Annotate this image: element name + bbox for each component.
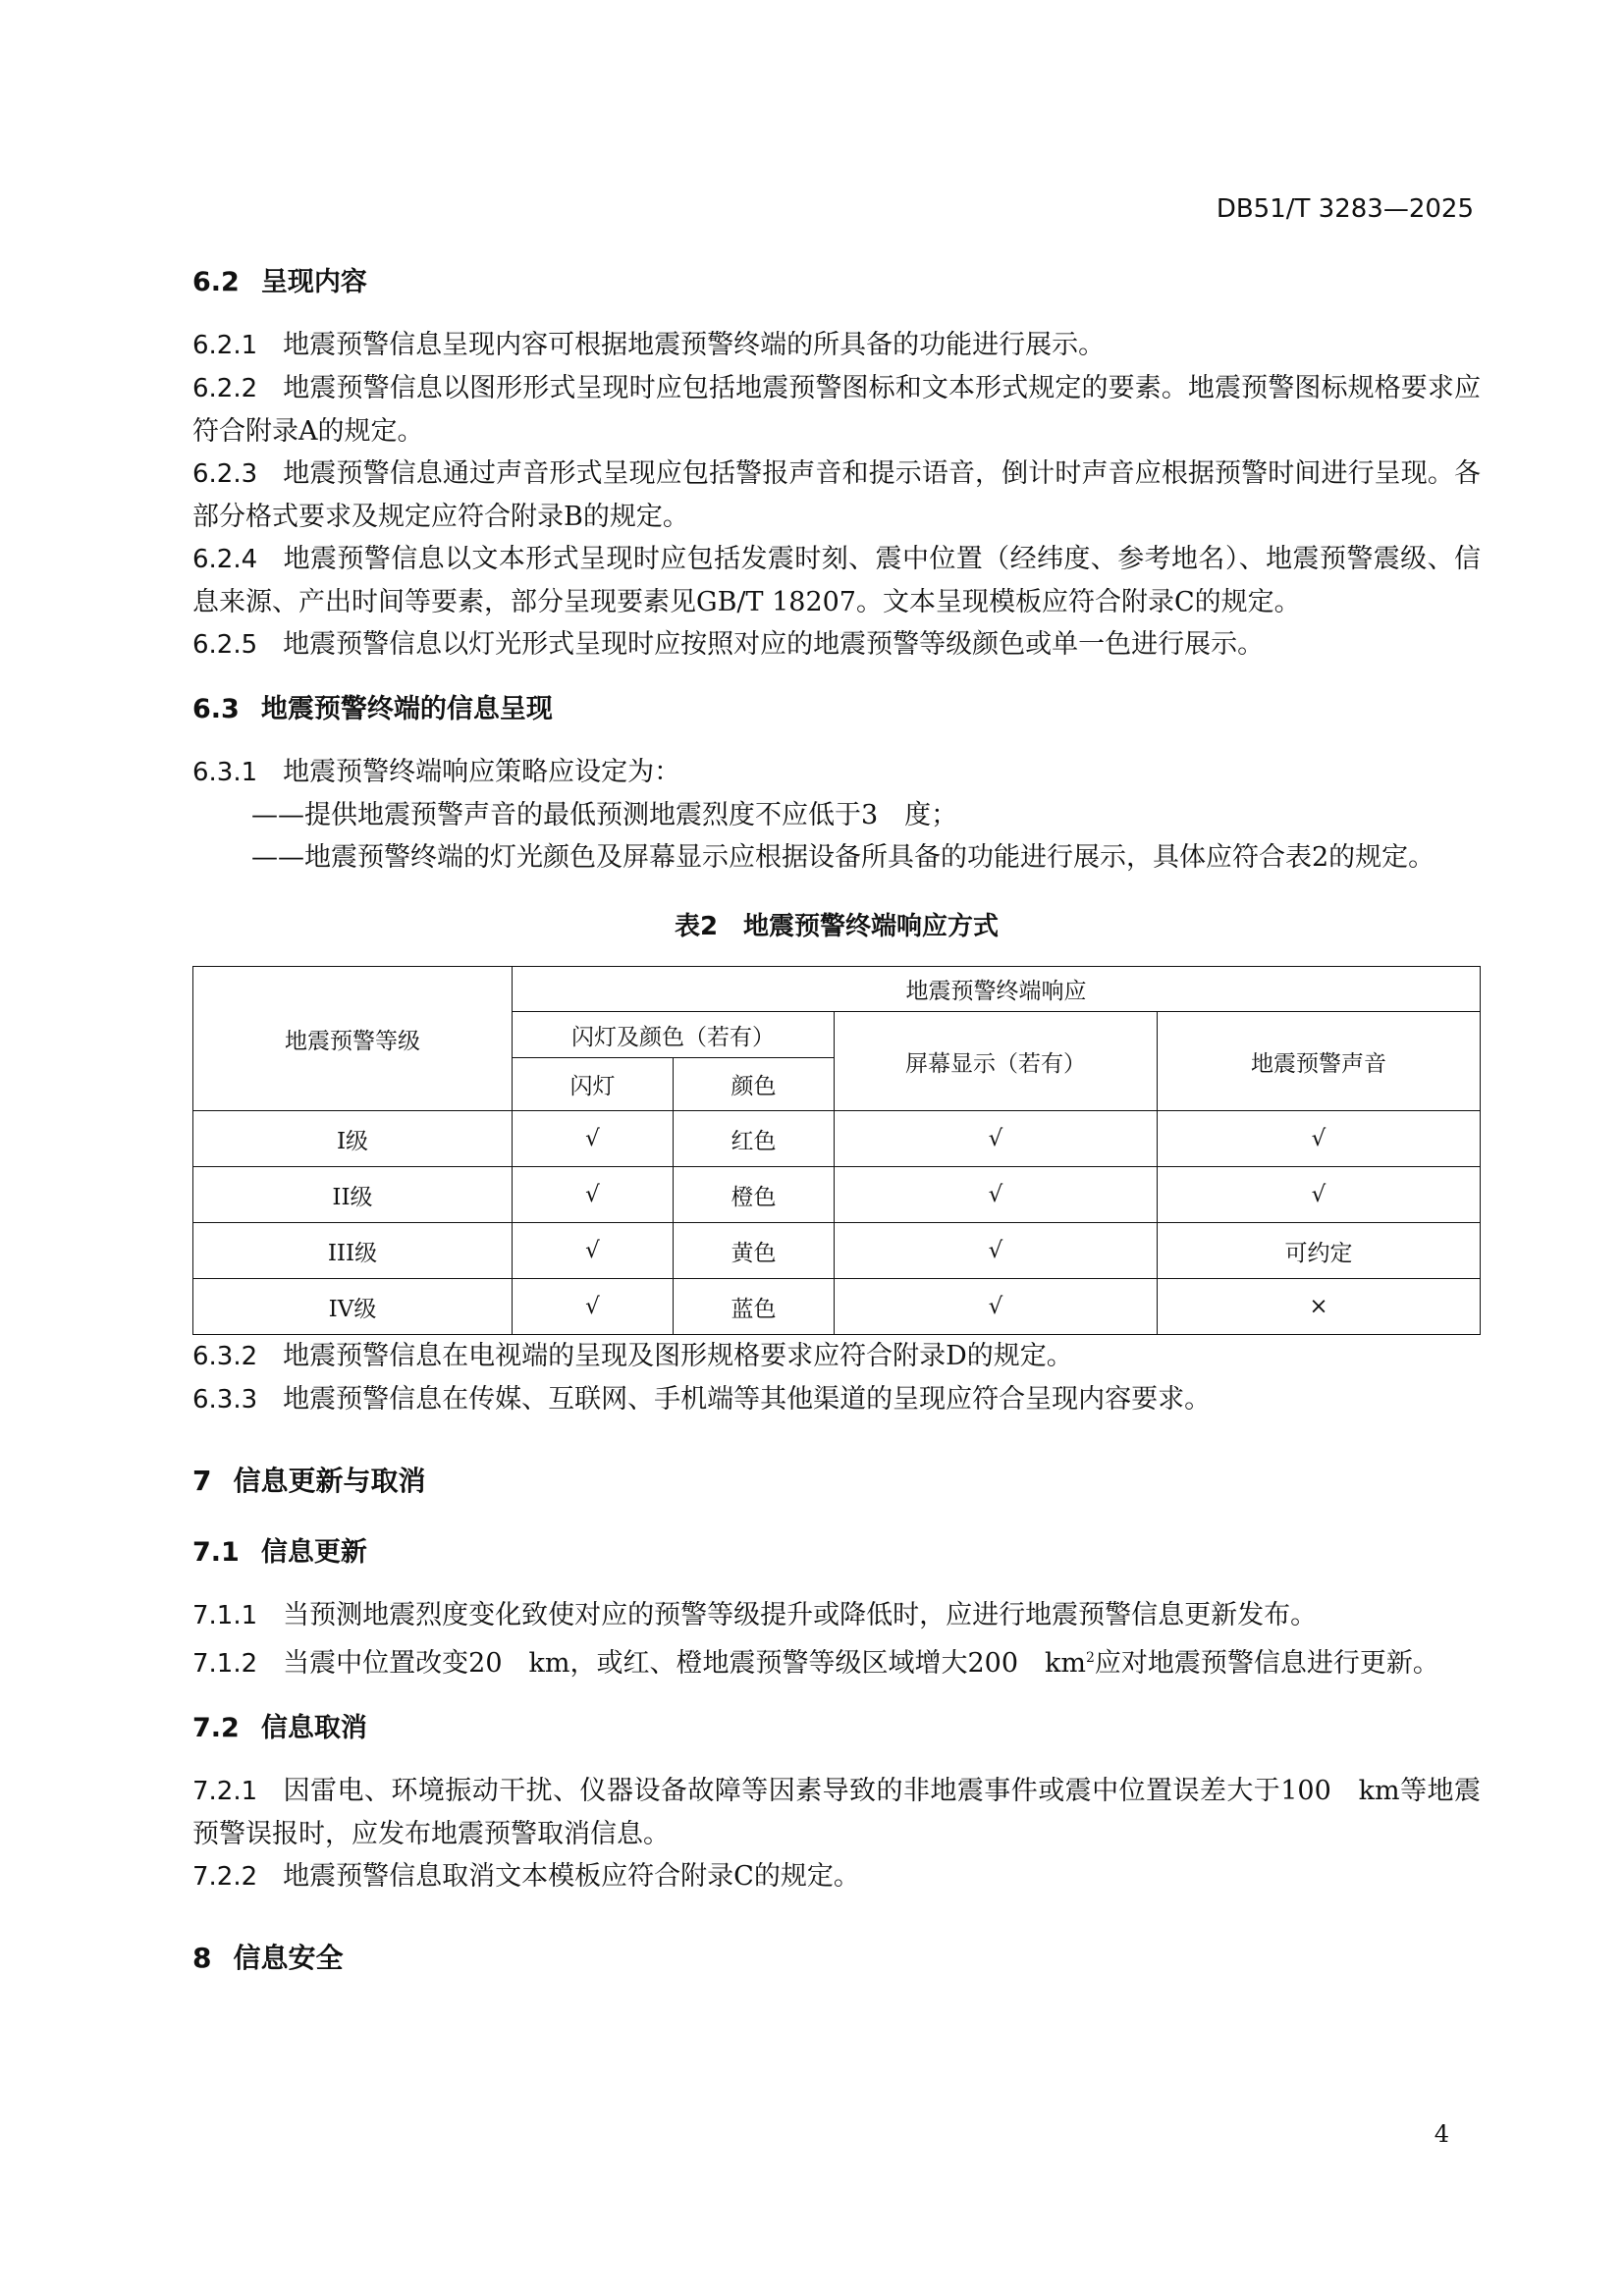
page-number: 4 [1434, 2120, 1449, 2148]
section-title: 信息更新 [260, 1537, 367, 1568]
clause-7-1-1 [192, 1594, 1481, 1637]
cell-screen: √ [834, 1223, 1157, 1279]
cell-level: III级 [193, 1223, 513, 1279]
clause-text: 地震预警信息在电视端的呈现及图形规格要求应符合附录D的规定。 [283, 1341, 1073, 1371]
header-level: 地震预警等级 [193, 967, 513, 1111]
cell-screen: √ [834, 1111, 1157, 1167]
table-row [193, 1111, 1481, 1167]
cell-level: IV级 [193, 1279, 513, 1335]
section-6-2-heading [192, 263, 1481, 302]
section-title: 信息更新与取消 [233, 1465, 426, 1497]
section-title: 信息取消 [260, 1713, 367, 1743]
cell-flash: √ [512, 1111, 673, 1167]
clause-text: 地震预警信息在传媒、互联网、手机端等其他渠道的呈现应符合呈现内容要求。 [283, 1384, 1212, 1415]
bullet-item: ——地震预警终端的灯光颜色及屏幕显示应根据设备所具备的功能进行展示，具体应符合表2的规定。 [251, 842, 1435, 873]
clause-7-1-2 [192, 1637, 1481, 1685]
table-caption: 表2 地震预警终端响应方式 [674, 912, 1000, 941]
clause-text: 当震中位置改变20 km，或红、橙地震预警等级区域增大200 km [283, 1648, 1086, 1679]
bullet-item: ——提供地震预警声音的最低预测地震烈度不应低于3 度； [251, 800, 958, 830]
clause-number: 6.3.3 [192, 1385, 258, 1415]
section-6-3-heading [192, 690, 1481, 729]
cell-level: II级 [193, 1167, 513, 1223]
table-row [193, 1223, 1481, 1279]
section-number: 6.3 [192, 694, 240, 724]
header-color: 颜色 [673, 1058, 834, 1111]
clause-6-2-1 [192, 324, 1481, 367]
clause-number: 6.2.5 [192, 630, 258, 660]
section-title: 信息安全 [233, 1942, 344, 1974]
clause-number: 7.2.2 [192, 1862, 258, 1892]
section-number: 7.2 [192, 1713, 240, 1743]
cell-screen: √ [834, 1279, 1157, 1335]
cell-flash: √ [512, 1167, 673, 1223]
section-7-2-heading [192, 1709, 1481, 1748]
clause-text: 当预测地震烈度变化致使对应的预警等级提升或降低时，应进行地震预警信息更新发布。 [283, 1600, 1318, 1630]
clause-number: 6.2.1 [192, 331, 258, 360]
clause-text: 地震预警信息以文本形式呈现时应包括发震时刻、震中位置（经纬度、参考地名）、地震预警震级、信息来源、产出时间等要素，部分呈现要素见GB/T 18207。文本呈现模板应符合附录C的规定。 [192, 544, 1481, 617]
clause-number: 6.3.1 [192, 758, 258, 787]
section-number: 8 [192, 1942, 212, 1974]
header-screen: 屏幕显示（若有） [834, 1012, 1157, 1111]
cell-flash: √ [512, 1223, 673, 1279]
clause-6-3-3 [192, 1378, 1481, 1421]
section-title: 地震预警终端的信息呈现 [260, 694, 553, 724]
clause-number: 7.1.1 [192, 1601, 258, 1630]
cell-color: 橙色 [673, 1167, 834, 1223]
cell-sound: 可约定 [1157, 1223, 1480, 1279]
clause-text: 地震预警信息通过声音形式呈现应包括警报声音和提示语音，倒计时声音应根据预警时间进行呈现。各部分格式要求及规定应符合附录B的规定。 [192, 458, 1481, 532]
clause-6-2-2 [192, 367, 1481, 453]
table-row [193, 1167, 1481, 1223]
cell-sound: √ [1157, 1111, 1480, 1167]
clause-number: 6.2.3 [192, 459, 258, 489]
section-number: 7 [192, 1465, 212, 1497]
clause-text: 地震预警信息取消文本模板应符合附录C的规定。 [283, 1861, 860, 1892]
chapter-8-heading [192, 1938, 1481, 1979]
clause-number: 6.3.2 [192, 1342, 258, 1371]
clause-text: 应对地震预警信息进行更新。 [1094, 1648, 1439, 1679]
section-number: 6.2 [192, 267, 240, 297]
response-table [192, 966, 1481, 1335]
clause-text: 地震预警信息以图形形式呈现时应包括地震预警图标和文本形式规定的要素。地震预警图标规格要求应符合附录A的规定。 [192, 373, 1481, 447]
clause-6-3-2 [192, 1335, 1481, 1378]
cell-screen: √ [834, 1167, 1157, 1223]
section-number: 7.1 [192, 1537, 240, 1568]
clause-number: 7.2.1 [192, 1777, 258, 1806]
clause-7-2-1 [192, 1770, 1481, 1855]
table-row [193, 1279, 1481, 1335]
cell-sound: × [1157, 1279, 1480, 1335]
clause-text: 地震预警信息呈现内容可根据地震预警终端的所具备的功能进行展示。 [283, 330, 1106, 360]
superscript: 2 [1085, 1650, 1095, 1666]
cell-color: 红色 [673, 1111, 834, 1167]
page-content [192, 263, 1481, 2010]
cell-color: 蓝色 [673, 1279, 834, 1335]
clause-7-2-2 [192, 1855, 1481, 1898]
header-flash-color: 闪灯及颜色（若有） [512, 1012, 834, 1058]
clause-number: 6.2.2 [192, 374, 258, 403]
clause-text: 因雷电、环境振动干扰、仪器设备故障等因素导致的非地震事件或震中位置误差大于100 km等地震预警误报时，应发布地震预警取消信息。 [192, 1776, 1481, 1849]
clause-number: 6.2.4 [192, 545, 258, 574]
header-sound: 地震预警声音 [1157, 1012, 1480, 1111]
clause-6-2-4 [192, 538, 1481, 623]
clause-6-2-5 [192, 623, 1481, 667]
section-title: 呈现内容 [260, 267, 367, 297]
header-flash: 闪灯 [512, 1058, 673, 1111]
clause-text: 地震预警信息以灯光形式呈现时应按照对应的地震预警等级颜色或单一色进行展示。 [283, 629, 1265, 660]
chapter-7-heading [192, 1461, 1481, 1502]
clause-text: 地震预警终端响应策略应设定为： [283, 757, 681, 787]
cell-flash: √ [512, 1279, 673, 1335]
cell-sound: √ [1157, 1167, 1480, 1223]
clause-6-2-3 [192, 453, 1481, 538]
section-7-1-heading [192, 1533, 1481, 1573]
header-response: 地震预警终端响应 [512, 967, 1480, 1012]
cell-level: I级 [193, 1111, 513, 1167]
clause-6-3-1 [192, 751, 1481, 794]
doc-code-header: DB51/T 3283—2025 [1216, 194, 1474, 224]
cell-color: 黄色 [673, 1223, 834, 1279]
clause-number: 7.1.2 [192, 1649, 258, 1679]
